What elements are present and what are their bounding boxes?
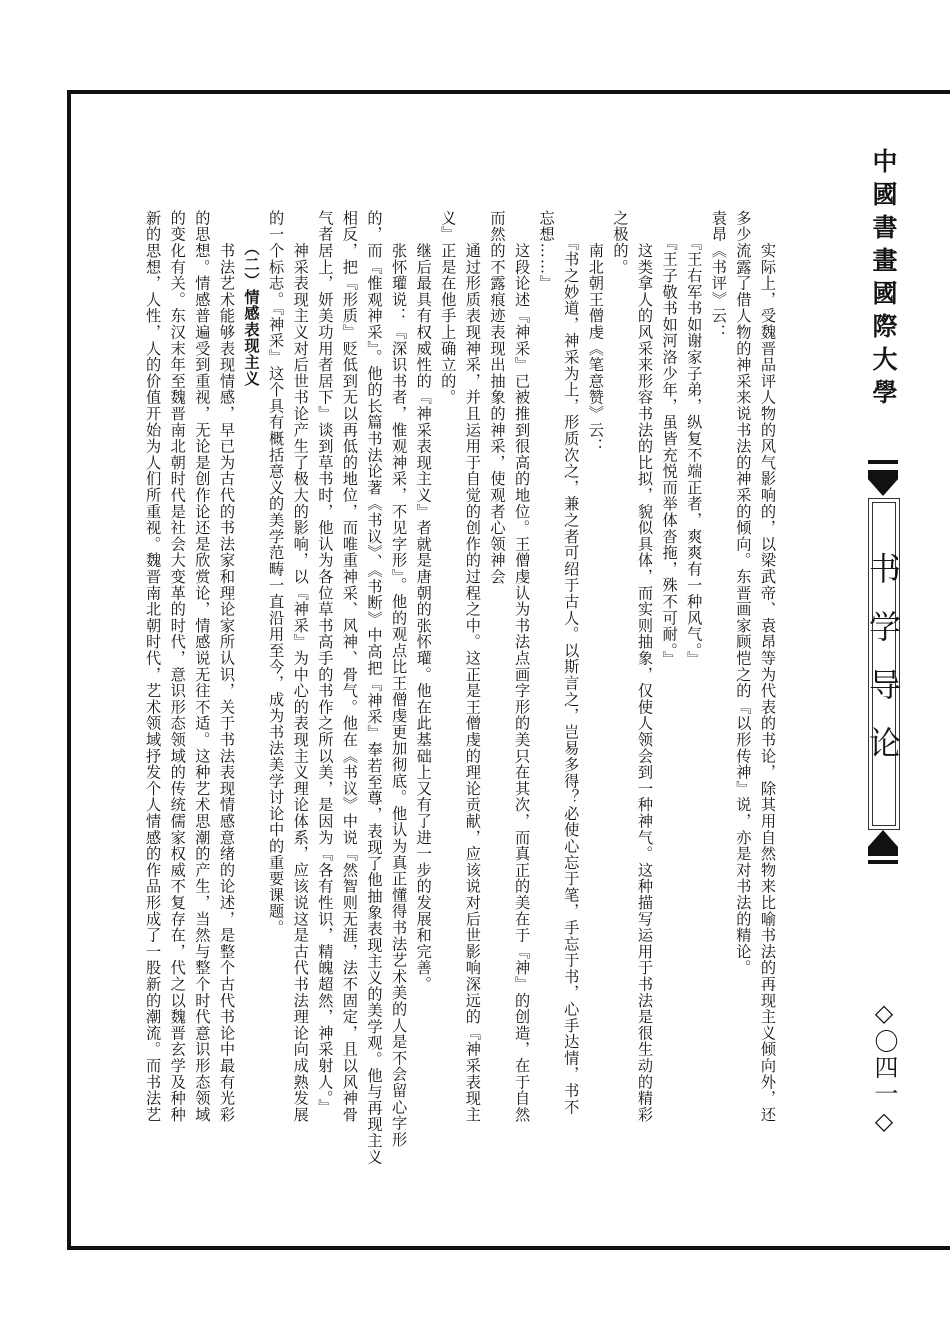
book-title: 书学导论 [864, 552, 902, 784]
text-column: 多少流露了借人物的神采来说书法的神采的倾向。东晋画家顾恺之的『以形传神』说，亦是对书法的精论。 [734, 210, 753, 977]
text-column: 南北朝王僧虔《笔意赞》云： [586, 210, 605, 455]
text-column: 这段论述『神采』已被推到很高的地位。王僧虔认为书法点画字形的美只在其次，而真正的美在于『神』的创造，在于自然 [513, 210, 532, 1123]
divider-bottom [868, 860, 898, 864]
page-number: ◇〇四一◇ [870, 999, 898, 1137]
text-column: 张怀瓘说：『深识书者，惟观神采，不见字形』。他的观点比王僧虔更加彻底。他认为真正懂得书法艺术美的人是不会留心字形 [390, 210, 409, 1148]
text-column: 的变化有关。东汉末年至魏晋南北朝时代是社会大变革的时代，意识形态领域的传统儒家权威不复存在，代之以魏晋玄学及种种 [168, 210, 187, 1123]
text-column: 的一个标志。『神采』这个具有概括意义的美学范畴一直沿用至今，成为书法美学讨论中的重要课题。 [267, 210, 286, 936]
divider-top [868, 460, 898, 464]
text-column: 神采表现主义对后世书论产生了极大的影响，以『神采』为中心的表现主义理论体系，应该说这是古代书法理论向成熟发展 [291, 210, 310, 1123]
text-column: 通过形质表现神采，并且运用于自觉的创作的过程之中。这正是王僧虔的理论贡献，应该说对后世影响深远的『神采表现主 [463, 210, 482, 1123]
text-column: 『王右军书如谢家子弟，纵复不端正者，爽爽有一种风气。』 [685, 210, 704, 668]
body-text [141, 210, 780, 1210]
text-column: 义』正是在他手上确立的。 [439, 210, 458, 406]
publisher-name: 中國書畫國際大學 [869, 148, 898, 412]
text-column: 这类拿人的风采来形容书法的比拟，貌似具体，而实则抽象，仅使人领会到一种神气。这种描写运用于书法是很生动的精彩 [636, 210, 655, 1123]
text-column: 的思想。情感普遍受到重视，无论是创作论还是欣赏论，情感说无往不适。这种艺术思潮的产生，当然与整个时代意识形态领域 [193, 210, 212, 1123]
text-column: 忘想……』 [537, 210, 556, 292]
title-cap-bottom-ornament [868, 830, 898, 856]
text-column: 『王子敬书如河洛少年，虽皆充悦而举体沓拖，殊不可耐。』 [660, 210, 679, 668]
text-column: 『书之妙道，神采为上，形质次之，兼之者可绍于古人。以斯言之，岂易多得？必使心忘于笔，手忘于书，心手达情，书不 [562, 210, 581, 1116]
sidebar [848, 148, 918, 1168]
text-column: 袁昂《书评》云： [709, 210, 728, 341]
title-cap-top-ornament [868, 470, 898, 496]
text-column: 新的思想，人性，人的价值开始为人们所重视。魏晋南北朝时代，艺术领域抒发个人情感的作品形成了一股新的潮流。而书法艺 [144, 210, 163, 1123]
text-column: 气者居上，妍美功用者居下』谈到草书时，他认为各位草书高手的书作之所以美，是因为『各有性识，精魄超然，神采射人。』 [316, 210, 335, 1116]
text-column: 实际上，受魏晋品评人物的风气影响的，以梁武帝、袁昂等为代表的书论，除其用自然物来比喻书法的再现主义倾向外，还 [759, 210, 777, 1123]
text-column: 之极的。 [611, 210, 630, 276]
text-column: 书法艺术能够表现情感，早已为古代的书法家和理论家所认识，关于书法表现情感意绪的论述，是整个古代书论中最有光彩 [217, 210, 236, 1123]
text-column: 而然的不露痕迹表现出抽象的神采，使观者心领神会 [488, 210, 507, 585]
text-column: 继后最具有权威性的『神采表现主义』者就是唐朝的张怀瓘。他在此基础上又有了进一步的发展和完善。 [414, 210, 433, 993]
text-column: 相反，把『形质』贬低到无以再低的地位，而唯重神采、风神、骨气。他在《书议》中说『然智则无涯，法不固定，且以风神骨 [340, 210, 359, 1123]
section-heading: （二）情感表现主义 [242, 240, 261, 387]
text-column: 的，而『惟观神采』。他的长篇书法论著《书议》、《书断》中高把『神采』奉若至尊，表现了他抽象表现主义的美学观。他与再现主义 [365, 210, 384, 1166]
